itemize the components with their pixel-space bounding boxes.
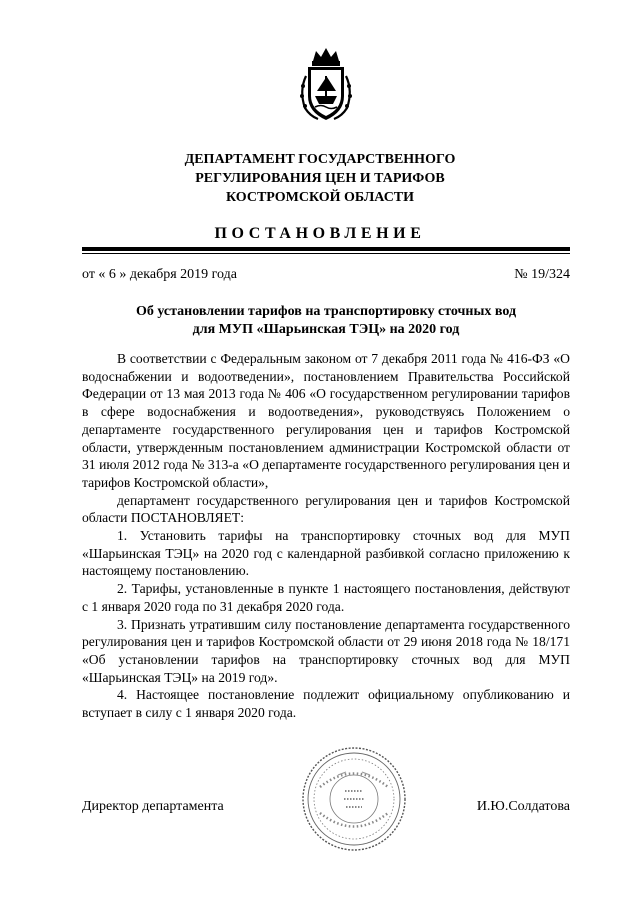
header-rule-thin <box>82 253 570 254</box>
subject-line: Об установлении тарифов на транспортировку сточных вод <box>135 304 517 319</box>
body-paragraph-item-4: 4. Настоящее постановление подлежит официальному опубликованию и вступает в силу с 1 января 2020 года. <box>82 687 570 721</box>
document-subject <box>82 303 570 339</box>
signatory-name: И.Ю.Солдатова <box>476 799 570 814</box>
body-paragraph-preamble: В соответствии с Федеральным законом от 7 декабря 2011 года № 416-ФЗ «О водоснабжении и водоотведении», постановлением Правительства Российской Федерации от 13 мая 2013 года № 406 «О государственном регулировании тарифов в сфере водоснабжения и водоотведения», руководствуясь Положением о департаменте государственного регулирования цен и тарифов Костромской области, утвержденным постановлением администрации Костромской области от 31 июля 2012 года № 313-а «О департаменте государственного регулирования цен и тарифов Костромской области», <box>82 351 570 490</box>
document-date: от « 6 » декабря 2019 года <box>82 267 237 282</box>
body-paragraph-item-1: 1. Установить тарифы на транспортировку сточных вод для МУП «Шарьинская ТЭЦ» на 2020 год с календарной разбивкой согласно приложению к настоящему постановлению. <box>82 528 570 579</box>
subject-line: для МУП «Шарьинская ТЭЦ» на 2020 год <box>192 322 460 337</box>
department-name-line: ДЕПАРТАМЕНТ ГОСУДАРСТВЕННОГО <box>184 152 456 167</box>
department-name-line: РЕГУЛИРОВАНИЯ ЦЕН И ТАРИФОВ <box>195 171 445 186</box>
document-number: № 19/324 <box>514 267 570 282</box>
department-name-line: КОСТРОМСКОЙ ОБЛАСТИ <box>225 190 415 205</box>
department-name <box>0 150 640 207</box>
body-paragraph-resolves: департамент государственного регулирования цен и тарифов Костромской области ПОСТАНОВЛЯЕТ: <box>82 492 570 526</box>
document-body <box>82 350 570 722</box>
coat-of-arms-icon <box>296 46 356 124</box>
date-number-line <box>82 266 570 284</box>
body-paragraph-item-3: 3. Признать утратившим силу постановление департамента государственного регулирования цен и тарифов Костромской области от 29 июня 2018 года № 18/171 «Об установлении тарифов на транспортировку сточных вод для МУП «Шарьинская ТЭЦ» на 2019 год». <box>82 616 570 685</box>
signatory-title: Директор департамента <box>82 799 224 814</box>
body-paragraph-item-2: 2. Тарифы, установленные в пункте 1 настоящего постановления, действуют с 1 января 2020 года по 31 декабря 2020 года. <box>82 581 570 614</box>
header-rule-thick <box>82 247 570 251</box>
document-type-title: ПОСТАНОВЛЕНИЕ <box>214 225 426 242</box>
round-seal-icon <box>300 745 408 853</box>
